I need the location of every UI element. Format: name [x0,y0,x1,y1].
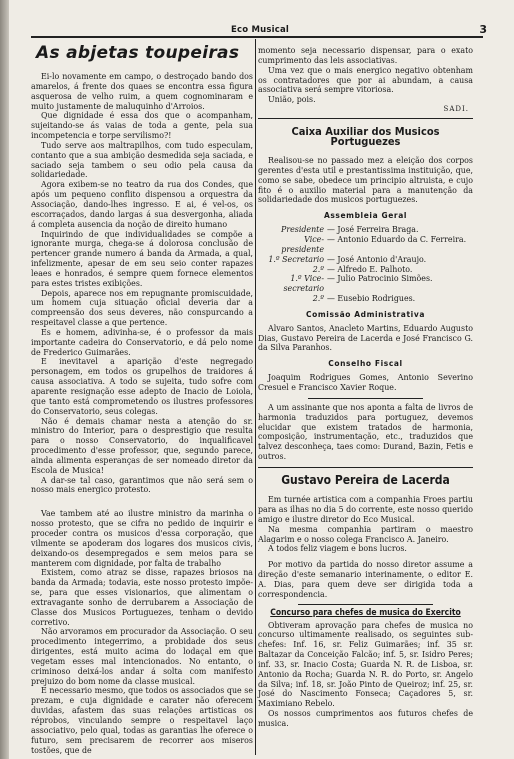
assembleia-heading: Assembleia Geral [323,211,408,221]
short-rule [308,398,423,399]
section-rule [258,467,473,469]
short-rule [298,604,433,605]
left-paragraph: Tudo serve aos maltrapilhos, com tudo especulam, contanto que a sua ambição desmedida seja saciada, e saciado seja tambem o seu odio pela causa da solidariedade. [31,140,253,180]
article-title-left: As abjetas toupeiras [36,43,240,63]
board-row [262,274,473,294]
board-role: 2.º [312,294,324,304]
board-row [262,235,473,255]
right-intro-paragraph: Uma vez que o mais energico negativo obtenham os contratadores que por ai abundam, a causa associativa será sempre vitoriosa. [258,65,473,95]
left-paragraph: E inevitavel a aparição d'este negregado personagem, em todos os grupelhos de traidores á causa associativa. A todo se sujeita, tudo sofre com aparente resignação esse adepto de Inacio de Loiola, que tanto está comprometendo os ilustres professores do Conservatorio, seus colegas. [31,357,253,416]
board-row [262,225,473,235]
board-name: — Antonio Eduardo da C. Ferreira. [327,235,467,244]
gustavo-paragraph: Em turnée artistica com a companhia Froes partiu para as ilhas no dia 5 do corrente, este nosso querido amigo e ilustre diretor do Eco Musical. [258,495,473,524]
left-paragraph: Não arvoramos em procurador da Associação. O seu procedimento integerrimo, a probidade dos seus dirigentes, está muito acima do lodaçal em que vegetam esses mal intencionados. No entanto, o criminoso deixá-los andar á solta com manifesto prejuizo do bom nome da classe musical. [31,627,253,686]
conselho-heading: Conselho Fiscal [328,359,403,369]
conselho-paragraph: Joaquim Rodrigues Gomes, Antonio Severino Cresuel e Francisco Xavier Roque. [258,373,473,392]
board-role: 2.º [312,264,324,274]
gustavo-paragraph: Por motivo da partida do nosso diretor assume a direção d'este semanario interinamente, o editor E. A. Dias, para quem deve ser dirigida toda a correspondencia. [258,560,473,599]
page-binding-edge [0,0,9,759]
left-paragraph: Ei-lo novamente em campo, o destroçado bando dos amarelos, á frente dos quaes se encontra essa figura asquerosa de velho ruim, a quem cognominaram e muito justamente de maluquinho d'Arroios. [31,72,253,111]
concurso-paragraph: Os nossos cumprimentos aos futuros chefes de musica. [258,709,473,728]
page-number: 3 [479,23,487,36]
left-paragraph: A dar-se tal caso, garantimos que não será sem o nosso mais energico protesto. [31,475,253,495]
page-header [31,23,487,36]
right-column [258,46,473,729]
caixa-paragraph: Realisou-se no passado mez a eleição dos corpos gerentes d'esta util e prestantissima instituição, que, como se sabe, obedece um principio altruista, e cujo fito é o auxilio material para a manutenção da solidariedade dos musicos portuguezes. [258,156,473,205]
board-row [262,255,473,265]
concurso-paragraph: Obtiveram aprovação para chefes de musica no concurso ultimamente realisado, os seguintes sub-chefes: Inf. 16, sr. Feliz Guimarães; inf. 35 sr. Baltazar da Conceição Falcão; inf. 5, sr. Isidro Peres; inf. 33, sr. Inacio Costa; Guarda N. R. de Lisboa, sr. Antonio da Rocha; Guarda N. R. do Porto, sr. Angelo da Silva; inf. 18, sr. João Pinto de Queiroz; inf. 25, sr. José do Nascimento Fonseca; Caçadores 5, sr. Maximiano Rebelo. [258,620,473,709]
header-title: Eco Musical [231,25,290,35]
left-paragraph: Es e homem, adivinha-se, é o professor da mais importante cadeira do Conservatorio, e dá pelo nome de Frederico Guimarães. [31,327,253,357]
board-role: Presidente [281,225,324,235]
gustavo-title: Gustavo Pereira de Lacerda [281,473,450,488]
left-paragraph: Inquirindo de que individualidades se compõe a ignorante murga, chega-se á dolorosa conclusão de pertencer grande numero á banda da Armada, a qual, infelizmente, apesar de em seu seio conter rapazes leaes e honrados, é sempre quem fornece elementos para estes tristes exibições. [31,229,253,288]
left-paragraph: Vae tambem até ao ilustre ministro da marinha o nosso protesto, que se cifra no pedido de inquirir e proceder contra os musicos d'essa corporação, que vilmente se apoderam dos logares dos musicos civis, deixando-os desempregados e sem meios para se manterem com dignidade, por falta de trabalho [31,509,253,568]
board-name: — José Antonio d'Araujo. [327,254,427,264]
column-divider [255,39,256,755]
left-paragraph: Depois, aparece nos em repugnante promiscuidade, um homem cuja situação oficial deveria dar a compreensão dos seus deveres, não conspurcando a respeitavel classe a que pertence. [31,288,253,328]
board-role: 1.º Secretario [268,254,324,264]
newspaper-page [9,0,514,759]
left-column [31,72,253,755]
assembleia-list [262,225,473,304]
section-gap [31,495,253,509]
gustavo-paragraph: A todos feliz viagem e bons lucros. [268,544,407,554]
board-name: — Eusebio Rodrigues. [327,294,416,304]
left-paragraph: Não é demais chamar nesta a atenção do sr. ministro do Interior, para o desprestigio que resulta para o nosso Conservatorio, do inqualificavel procedimento d'esse professor, que, segundo parece, ainda alimenta esperanças de ser nomeado diretor da Escola de Musica! [31,416,253,475]
board-role: 1.º Vice-secretario [283,274,324,294]
article-signature: SADI. [443,105,469,114]
board-role: Vice-presidente [281,235,324,254]
left-paragraph: Agora exibem-se no teatro da rua dos Condes, que após um pequeno conflito dispensou a orquestra da Associação, dando-lhes ingresso. E ai, é vel-os, os escorraçados, dando largas á sua desvergonha, aliada á completa ausencia da noção de direito humano [31,180,253,229]
right-intro-paragraph: momento seja necessario dispensar, para o exato cumprimento das leis associativas. [258,46,473,65]
board-name: — José Ferreira Braga. [327,225,419,235]
board-row [262,294,473,304]
board-name: — Alfredo E. Palhoto. [327,264,413,274]
gustavo-paragraph: Na mesma companhia partiram o maestro Alagarim e o nosso colega Francisco A. Janeiro. [258,524,473,544]
left-paragraph: E necessario mesmo, que todos os associados que se prezam, e cuja dignidade e carater não oferecem duvidas, afastem das suas relações artisticas os réprobos, vinculando sempre o respeitavel laço associativo, pelo qual, todas as garantias lhe oferece o futuro, sem precisarem de recorrer aos miseros tostões, que de [31,686,253,755]
assinante-paragraph: A um assinante que nos aponta a falta de livros de harmonia traduzidos para portuguez, devemos elucidar que existem tratados de harmonia, composição, instrumentação, etc., traduzidos que talvez desconheça, taes como: Durand, Bazin, Fetis e outros. [258,402,473,462]
right-intro-paragraph: União, pois. [268,95,316,105]
board-name: — Julio Patrocinio Simões. [327,274,433,284]
concurso-title: Concurso para chefes de musica do Exercito [270,607,461,618]
comissao-heading: Comissão Administrativa [306,309,425,319]
board-row [262,265,473,275]
left-paragraph: Que dignidade é essa dos que o acompanham, sujeitando-se ás vaias de toda a gente, pela sua incompetencia e torpe servilismo?! [31,111,253,141]
comissao-paragraph: Alvaro Santos, Anacleto Martins, Eduardo Augusto Dias, Gustavo Pereira de Lacerda e José Francisco G. da Silva Paranhos. [258,323,473,353]
header-rule [31,36,483,38]
left-paragraph: Existem, como atraz se disse, rapazes briosos na banda da Armada; todavia, este nosso protesto impõe-se, para que esses visionarios, que alimentam o extravagante sonho de derrubarem a Associação de Classe dos Musicos Portuguezes, tenham o devido corretivo. [31,568,253,627]
caixa-title: Caixa Auxiliar dos Musicos Portuguezes [291,125,440,149]
section-rule [258,118,473,120]
